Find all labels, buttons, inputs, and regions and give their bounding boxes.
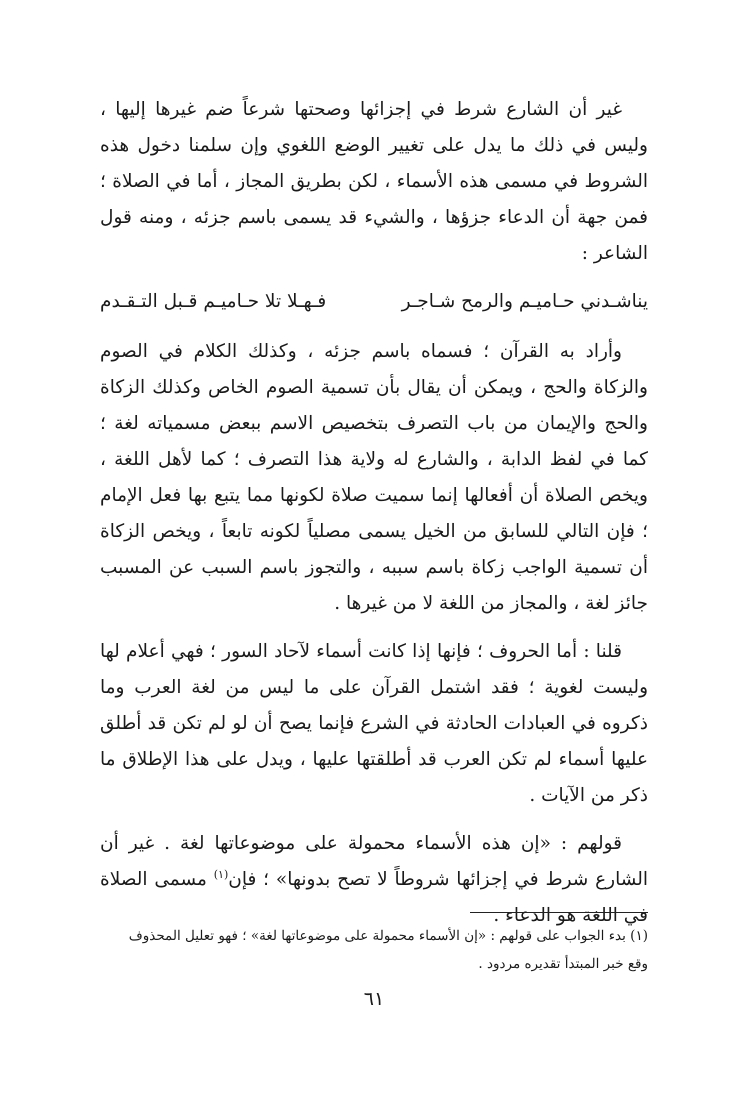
- paragraph-4-text-end: مسمى الصلاة في اللغة هو الدعاء .: [100, 869, 648, 926]
- page-number: ٦١: [363, 988, 385, 1010]
- footnote-marker[interactable]: (١): [213, 867, 229, 881]
- page-body: [100, 92, 648, 946]
- paragraph-4-text-start: قولهم : «إن هذه الأسماء محمولة على موضوعاتها لغة . غير أن الشارع شرط في إجزائها شروطاً لا تصح بدونها» ؛ فإن: [100, 833, 648, 890]
- paragraph-2: وأراد به القرآن ؛ فسماه باسم جزئه ، وكذلك الكلام في الصوم والزكاة والحج ، ويمكن أن يقال بأن تسمية الصوم الخاص وكذلك الزكاة والحج والإيمان من باب التصرف بتخصيص الاسم ببعض مسمياته لغة ؛ كما في لفظ الدابة ، والشارع له ولاية هذا التصرف ؛ كما لأهل اللغة ، ويخص الصلاة أن أفعالها إنما سميت صلاة لكونها مما يتبع بها فعل الإمام ؛ فإن التالي للسابق من الخيل يسمى مصلياً لكونه تابعاً ، ويخص الزكاة أن تسمية الواجب زكاة باسم سببه ، والتجوز باسم السبب عن المسبب جائز لغة ، والمجاز من اللغة لا من غيرها .: [100, 341, 648, 614]
- poetry-verse: [100, 284, 648, 320]
- footnote-line-2: وقع خبر المبتدأ تقديره مردود .: [478, 956, 648, 972]
- footnote-separator: [470, 912, 648, 913]
- verse-second-hemistich: فـهـلا تلا حـاميـم قـبل التـقـدم: [100, 291, 327, 312]
- verse-first-hemistich: يناشـدني حـاميـم والرمح شـاجـر: [401, 291, 648, 312]
- paragraph-4: [100, 826, 648, 934]
- footnotes: [100, 922, 648, 978]
- paragraph-3: قلنا : أما الحروف ؛ فإنها إذا كانت أسماء لآحاد السور ؛ فهي أعلام لها وليست لغوية ؛ فقد اشتمل القرآن على ما ليس من لغة العرب وما ذكروه في العبادات الحادثة في الشرع فإنما يصح أن لو لم تكن قد أطلق عليها أسماء لم تكن العرب قد أطلقتها عليها ، ويدل على هذا الإطلاق ما ذكر من الآيات .: [100, 641, 648, 806]
- paragraph-1: غير أن الشارع شرط في إجزائها وصحتها شرعاً ضم غيرها إليها ، وليس في ذلك ما يدل على تغيير الوضع اللغوي وإن سلمنا دخول هذه الشروط في مسمى هذه الأسماء ، لكن بطريق المجاز ، أما في الصلاة ؛ فمن جهة أن الدعاء جزؤها ، والشيء قد يسمى باسم جزئه ، ومنه قول الشاعر :: [100, 99, 648, 264]
- footnote-line-1: (١) بدء الجواب على قولهم : «إن الأسماء محمولة على موضوعاتها لغة» ؛ فهو تعليل المحذوف: [128, 928, 648, 944]
